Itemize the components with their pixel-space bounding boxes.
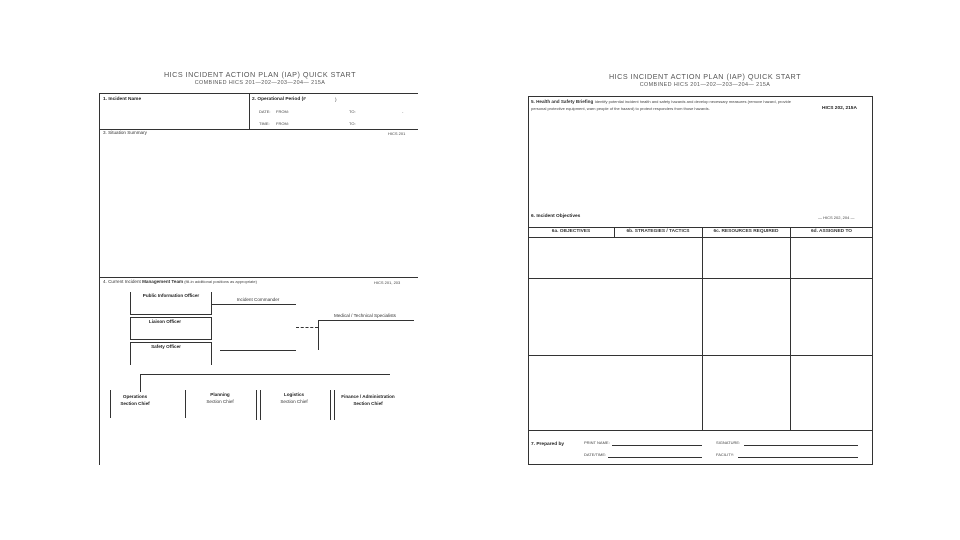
prepared-by-label: 7. Prepared by <box>531 442 565 447</box>
col-resources: 6c. RESOURCES REQUIRED <box>713 229 779 234</box>
time-to-label: TO: <box>349 121 356 126</box>
planning-label-2: Section Chief <box>206 399 234 404</box>
col-assigned: 6d. ASSIGNED TO <box>810 229 853 234</box>
left-form-title: HICS INCIDENT ACTION PLAN (IAP) QUICK START <box>163 70 357 79</box>
left-top-rule <box>99 93 418 94</box>
logistics-label-1: Logistics <box>283 392 305 397</box>
pio-label: Public Information Officer <box>142 293 200 298</box>
facility-field[interactable] <box>738 457 858 458</box>
signature-label: SIGNATURE: <box>716 440 741 445</box>
objectives-table-bottom <box>528 430 873 431</box>
signature-field[interactable] <box>744 445 858 446</box>
date-from-label: FROM: <box>276 109 289 114</box>
incident-objectives-label: 6. Incident Objectives <box>531 214 581 219</box>
org-top-rule <box>99 277 418 278</box>
med-tech-label: Medical / Technical Specialists <box>334 313 396 318</box>
date-time-label: DATE/TIME: <box>584 452 607 457</box>
logistics-label-2: Section Chief <box>280 399 308 404</box>
section-divider <box>249 93 250 129</box>
objectives-row-divider-2 <box>528 355 873 356</box>
facility-label: FACILITY: <box>716 452 735 457</box>
col-objectives: 6a. OBJECTIVES <box>551 229 591 234</box>
planning-label-1: Planning <box>210 392 230 397</box>
situation-summary-area[interactable] <box>100 138 418 275</box>
incident-name-label: 1. Incident Name <box>103 97 142 102</box>
date-label: DATE: <box>259 109 271 114</box>
right-form-subtitle: COMBINED HICS 201—202—203—204— 215A <box>639 82 771 88</box>
ic-label: Incident Commander <box>236 297 280 302</box>
operational-period-paren: ) <box>335 97 337 102</box>
finance-label-1: Finance / Administration <box>341 394 395 399</box>
objectives-row-divider-1 <box>528 278 873 279</box>
finance-label-2: Section Chief <box>353 401 383 406</box>
print-name-label: PRINT NAME: <box>584 440 610 445</box>
date-time-field[interactable] <box>608 457 702 458</box>
section-connector <box>140 374 390 375</box>
right-form-title: HICS INCIDENT ACTION PLAN (IAP) QUICK START <box>608 72 802 81</box>
org-section-ref: HICS 201, 203 <box>374 280 401 285</box>
incident-objectives-ref: — HICS 202, 204 — <box>818 215 855 220</box>
left-form-subtitle: COMBINED HICS 201—202—203—204— 215A <box>194 80 326 86</box>
operational-period-label: 2. Operational Period (# <box>252 97 306 102</box>
print-name-field[interactable] <box>612 445 702 446</box>
objectives-table-top <box>528 227 873 228</box>
date-to-label: TO: <box>349 109 356 114</box>
health-safety-ref: HICS 202, 215A <box>822 106 857 111</box>
situation-summary-label: 3. Situation Summary <box>103 130 147 135</box>
safety-label: Safety Officer <box>151 344 181 349</box>
ops-label-1: Operations <box>122 394 148 399</box>
col-strategies: 6b. STRATEGIES / TACTICS <box>626 229 690 234</box>
objectives-header-bottom <box>528 237 873 238</box>
health-safety-area[interactable] <box>530 116 870 212</box>
med-tech-dashed-link <box>296 327 318 328</box>
health-safety-line-1: 5. Health and Safety Briefing Identify potential incident health and safety hazards and develop necessary measures (remove hazard, provide <box>531 99 791 104</box>
ic-line <box>212 304 296 305</box>
time-label: TIME: <box>259 121 270 126</box>
liaison-label: Liaison Officer <box>148 319 182 324</box>
time-from-label: FROM: <box>276 121 289 126</box>
health-safety-line-2: personal protective equipment, warn people of the hazard) to protect responders from those hazards. <box>531 106 710 111</box>
situation-summary-ref: HICS 201 <box>388 131 406 136</box>
ic-lower-line <box>220 350 296 351</box>
med-tech-line <box>318 320 414 321</box>
ops-label-2: Section Chief <box>120 401 150 406</box>
org-section-label: 4. Current Incident Management Team (fill-in additional positions as appropriate) <box>103 279 257 284</box>
